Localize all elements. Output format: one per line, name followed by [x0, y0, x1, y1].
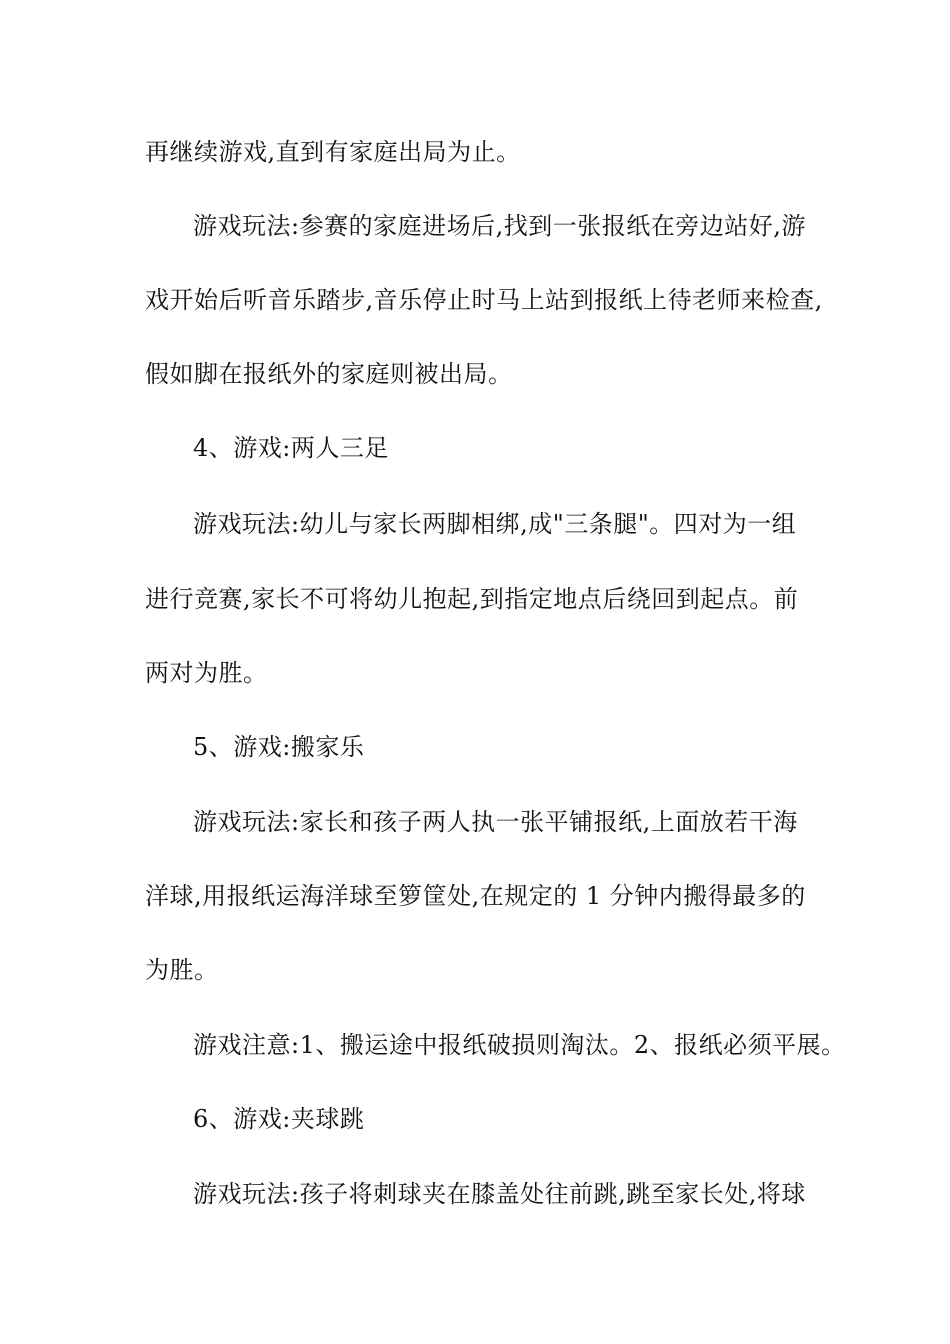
paragraph-line: 游戏玩法:参赛的家庭进场后,找到一张报纸在旁边站好,游	[193, 212, 806, 240]
paragraph-line: 洋球,用报纸运海洋球至箩筐处,在规定的 1 分钟内搬得最多的	[145, 882, 806, 910]
paragraph-line: 两对为胜。	[145, 659, 268, 687]
section-heading: 6、游戏:夹球跳	[193, 1105, 365, 1133]
paragraph-line: 游戏玩法:孩子将刺球夹在膝盖处往前跳,跳至家长处,将球	[193, 1180, 806, 1208]
paragraph-line: 游戏玩法:家长和孩子两人执一张平铺报纸,上面放若干海	[193, 808, 798, 836]
paragraph-line: 假如脚在报纸外的家庭则被出局。	[145, 360, 513, 388]
paragraph-line: 再继续游戏,直到有家庭出局为止。	[145, 138, 521, 166]
paragraph-line: 进行竞赛,家长不可将幼儿抱起,到指定地点后绕回到起点。前	[145, 585, 799, 613]
section-heading: 4、游戏:两人三足	[193, 434, 389, 462]
paragraph-line: 戏开始后听音乐踏步,音乐停止时马上站到报纸上待老师来检查,	[145, 286, 823, 314]
paragraph-line: 游戏注意:1、搬运途中报纸破损则淘汰。2、报纸必须平展。	[193, 1031, 846, 1059]
paragraph-line: 游戏玩法:幼儿与家长两脚相绑,成"三条腿"。四对为一组	[193, 510, 797, 538]
paragraph-line: 为胜。	[145, 956, 219, 984]
section-heading: 5、游戏:搬家乐	[193, 733, 365, 761]
